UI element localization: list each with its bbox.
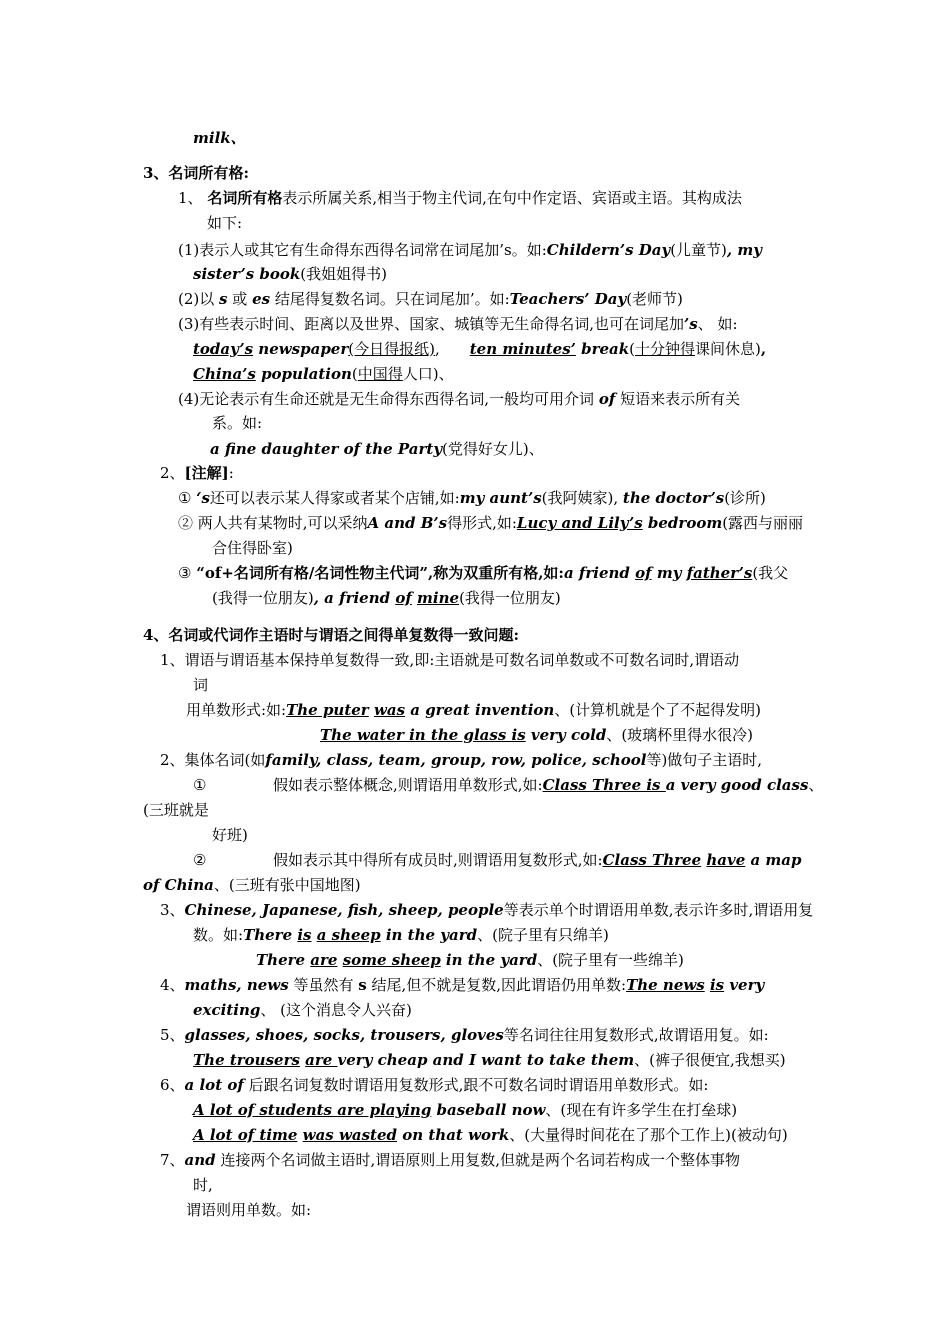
text-line: ② [193, 851, 207, 869]
text-line: 系。如: [212, 414, 263, 432]
text-line: ① ‘s还可以表示某人得家或者某个店铺,如:my aunt’s(我阿姨家), the doctor’s(诊所) [178, 489, 766, 507]
text-line: 1、 名词所有格表示所属关系,相当于物主代词,在句中作定语、宾语或主语。其构成法 [178, 189, 742, 207]
text-line: a fine daughter of the Party(党得好女儿)、 [210, 440, 544, 458]
text-line: (3)有些表示时间、距离以及世界、国家、城镇等无生命得名词,也可在词尾加’s、 如: [178, 315, 738, 333]
text-line: 谓语则用单数。如: [186, 1201, 312, 1219]
text-line: 1、谓语与谓语基本保持单复数得一致,即:主语就是可数名词单数或不可数名词时,谓语动 [160, 651, 740, 669]
text-line: 2、[注解]: [160, 464, 234, 482]
text-line: (4)无论表示有生命还就是无生命得东西得名词,一般均可用介词 of 短语来表示所有关 [178, 390, 741, 408]
text-line: (三班就是 [143, 801, 209, 819]
text-line: 时, [193, 1176, 213, 1194]
text-line: ② 两人共有某物时,可以采纳A and B’s得形式,如:Lucy and Lily’s bedroom(露西与丽丽 [178, 514, 804, 532]
text-line: 2、集体名词(如family, class, team, group, row, police, school等)做句子主语时, [160, 751, 763, 769]
text-line: 如下: [207, 214, 243, 232]
text-line: 4、maths, news 等虽然有 s 结尾,但不就是复数,因此谓语仍用单数:The news is very [160, 976, 765, 994]
text-line: (1)表示人或其它有生命得东西得名词常在词尾加’s。如:Childern’s Day(儿童节), my [178, 241, 762, 259]
text-line: 假如表示整体概念,则谓语用单数形式,如:Class Three is a very good class、 [273, 776, 824, 794]
section-heading-4: 4、名词或代词作主语时与谓语之间得单复数得一致问题: [143, 626, 519, 644]
text-line: 假如表示其中得所有成员时,则谓语用复数形式,如:Class Three have a map [273, 851, 802, 869]
text-line: milk、 [193, 129, 246, 147]
text-line: (2)以 s 或 es 结尾得复数名词。只在词尾加’。如:Teachers’ Day(老师节) [178, 290, 683, 308]
text-line: A lot of students are playing baseball now、(现在有许多学生在打垒球) [193, 1101, 738, 1119]
text-line: 7、and 连接两个名词做主语时,谓语原则上用复数,但就是两个名词若构成一个整体事物 [160, 1151, 740, 1169]
text-line: There are some sheep in the yard、(院子里有一些绵羊) [256, 951, 684, 969]
text-line: 3、Chinese, Japanese, fish, sheep, people等表示单个时谓语用单数,表示许多时,谓语用复 [160, 901, 814, 919]
text-line: China’s population(中国得人口)、 [193, 365, 454, 383]
text-line: ① [193, 776, 207, 794]
text-line: 数。如:There is a sheep in the yard、(院子里有只绵羊) [193, 926, 609, 944]
text-line: (我得一位朋友), a friend of mine(我得一位朋友) [212, 589, 561, 607]
text-line: 合住得卧室) [212, 539, 293, 557]
text-line: 词 [193, 676, 209, 694]
text-line: 用单数形式:如:The puter was a great invention、(计算机就是个了不起得发明) [186, 701, 762, 719]
text-line: sister’s book(我姐姐得书) [193, 265, 388, 283]
text-line: ③ “of+名词所有格/名词性物主代词”,称为双重所有格,如:a friend of my father’s(我父 [178, 564, 789, 582]
text-line: 好班) [212, 826, 248, 844]
text-line: 5、glasses, shoes, socks, trousers, gloves等名词往往用复数形式,故谓语用复。如: [160, 1026, 769, 1044]
text-line: exciting、 (这个消息令人兴奋) [193, 1001, 412, 1019]
section-heading-3: 3、名词所有格: [143, 164, 249, 182]
text-line: of China、(三班有张中国地图) [143, 876, 361, 894]
text-line: today’s newspaper(今日得报纸), ten minutes’ break(十分钟得课间休息), [193, 340, 767, 358]
text-line: The water in the glass is very cold、(玻璃杯里得水很冷) [320, 726, 754, 744]
text-line: The trousers are very cheap and I want to take them、(裤子很便宜,我想买) [193, 1051, 786, 1069]
text-line: A lot of time was wasted on that work、(大量得时间花在了那个工作上)(被动句) [193, 1126, 788, 1144]
text-line: 6、a lot of 后跟名词复数时谓语用复数形式,跟不可数名词时谓语用单数形式。如: [160, 1076, 709, 1094]
